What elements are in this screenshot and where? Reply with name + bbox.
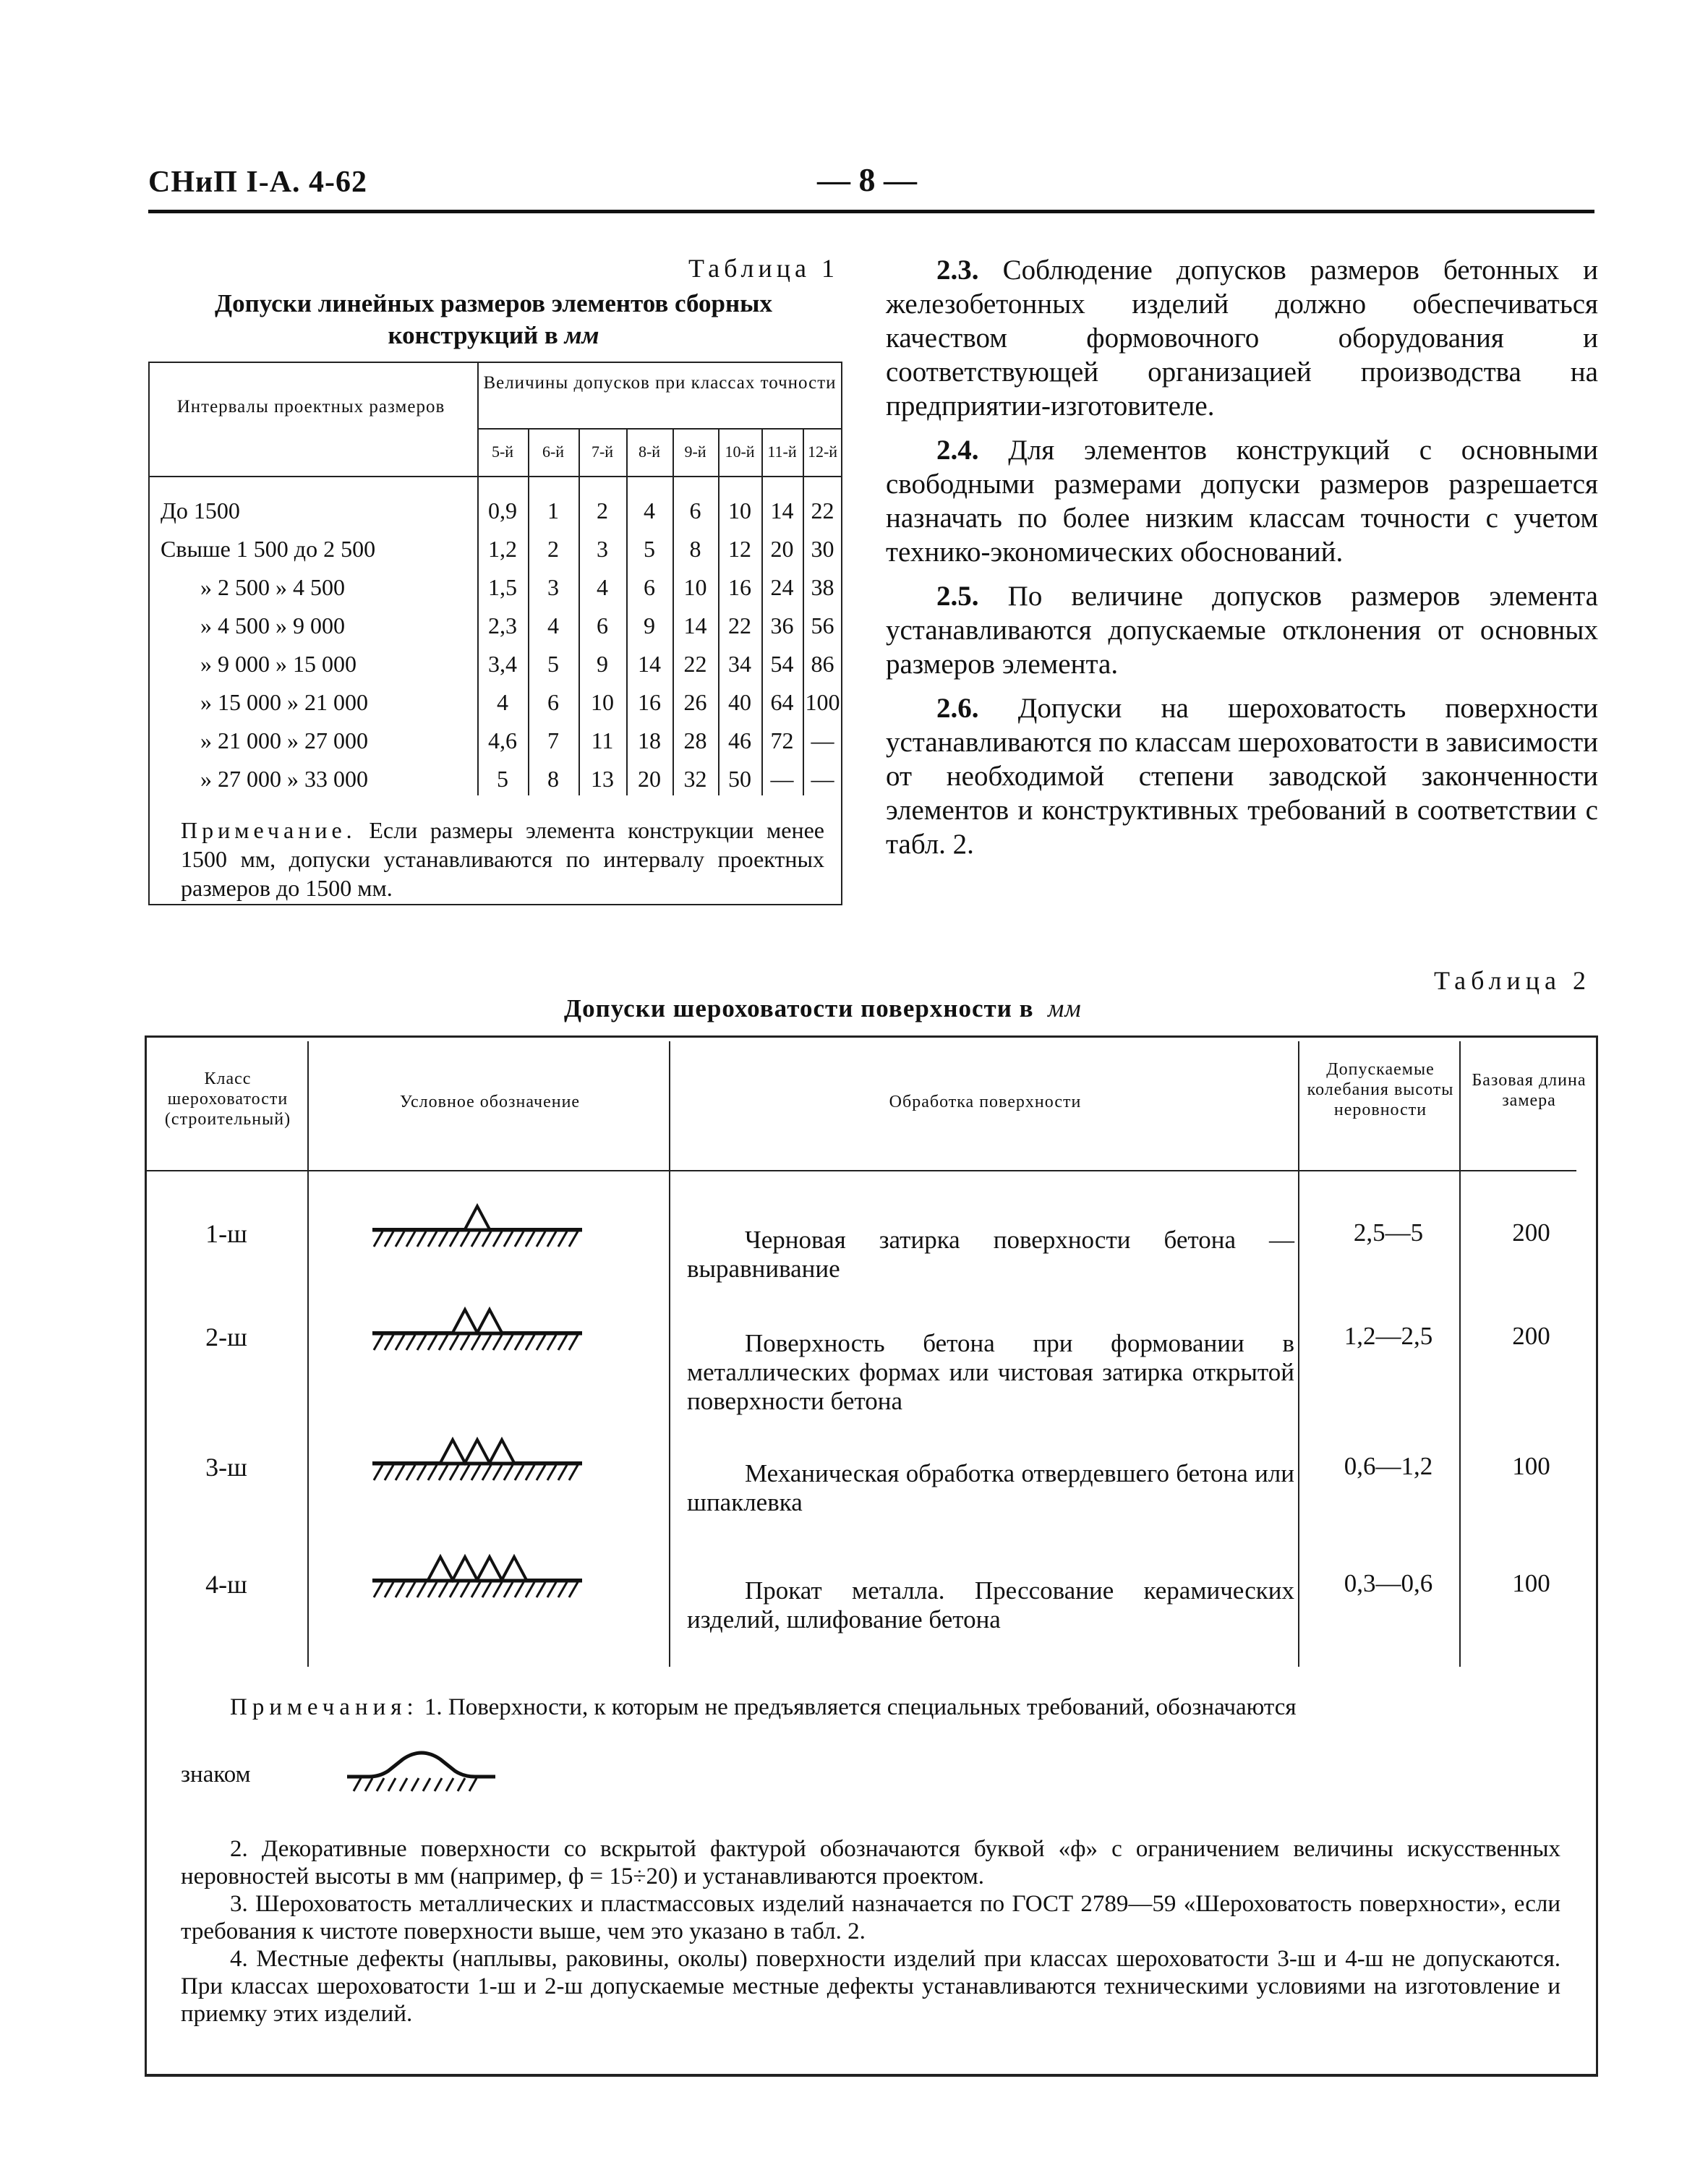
roughness-hatch: [374, 1465, 383, 1480]
table1-class-header: 7-й: [591, 443, 614, 461]
table1-cell: 54: [770, 651, 794, 677]
table2-class-cell: 4-ш: [205, 1570, 247, 1599]
table1-cell: 6: [689, 497, 701, 524]
table1-cell: 1: [547, 497, 559, 524]
roughness-hatch: [406, 1335, 415, 1350]
roughness-hatch: [374, 1335, 383, 1350]
roughness-hatch: [493, 1465, 502, 1480]
table1-cell: —: [770, 766, 794, 792]
roughness-hatch: [406, 1582, 415, 1597]
roughness-hatch: [569, 1465, 578, 1480]
table1-row-label: » 9 000 » 15 000: [200, 651, 356, 677]
table1-cell: 16: [728, 574, 751, 600]
table1-cell: 4: [597, 574, 608, 600]
roughness-hatch: [385, 1465, 393, 1480]
table1-row-label: » 21 000 » 27 000: [200, 727, 368, 753]
rough-surface-symbol-icon: [343, 1739, 499, 1797]
table1-row-label: » 4 500 » 9 000: [200, 612, 345, 639]
table1-cell: 72: [770, 727, 794, 753]
table2-head-symbol: Условное обозначение: [399, 1093, 581, 1111]
table2-vline-3: [1298, 1041, 1299, 1667]
table2-head-processing: Обработка поверхности: [889, 1093, 1082, 1111]
table1-cell: 100: [805, 689, 840, 715]
table2-class-cell: 3-ш: [205, 1453, 247, 1482]
table1-cell: 1,5: [488, 574, 517, 600]
table2-range-cell: 0,6—1,2: [1344, 1452, 1433, 1480]
table1-cell: 7: [547, 727, 559, 753]
roughness-hatch: [547, 1335, 556, 1350]
table1-cell: 16: [638, 689, 661, 715]
table1-cell: 32: [683, 766, 707, 792]
table1-cell: 26: [683, 689, 707, 715]
clause-2-5: [886, 579, 1598, 681]
roughness-hatch: [558, 1231, 567, 1247]
table1-cell: 8: [689, 536, 701, 562]
clause-2-6: [886, 691, 1598, 861]
roughness-hatch: [461, 1582, 469, 1597]
table2-caption-unit: мм: [1048, 994, 1082, 1022]
table2-bottom-rule: [145, 2074, 1598, 2077]
table1-cell: 14: [638, 651, 661, 677]
table1-cell: 40: [728, 689, 751, 715]
table1-cell: 12: [728, 536, 751, 562]
roughness-hatch: [406, 1231, 415, 1247]
roughness-hatch: [471, 1582, 480, 1597]
table1-cell: 10: [591, 689, 614, 715]
roughness-hatch: [461, 1335, 469, 1350]
table1-caption-unit: мм: [564, 321, 599, 349]
clause-number: 2.5.: [936, 581, 979, 612]
table2-head-base: Базовая длина замера: [1472, 1071, 1587, 1110]
table1-cell: 2: [547, 536, 559, 562]
roughness-profile: [372, 1440, 582, 1463]
table2-processing-cell: Поверхность бетона при формовании в металлических формах или чистовая затирка открытой поверхности бетона: [687, 1329, 1294, 1415]
roughness-hatch: [569, 1335, 578, 1350]
table2-right-rule: [1596, 1035, 1598, 2075]
roughness-hatch: [526, 1231, 534, 1247]
table1-cell: 10: [728, 497, 751, 524]
table1-cell: 6: [597, 612, 608, 639]
table1-cell: 6: [644, 574, 655, 600]
roughness-hatch: [471, 1465, 480, 1480]
roughness-hatch: [493, 1231, 502, 1247]
table2-base-cell: 200: [1512, 1218, 1550, 1247]
roughness-hatch: [526, 1582, 534, 1597]
table2-base-cell: 100: [1512, 1569, 1550, 1597]
table1-class-header: 10-й: [725, 443, 755, 461]
roughness-hatch: [537, 1582, 545, 1597]
table1-cell: 9: [644, 612, 655, 639]
table1-cell: 2,3: [488, 612, 517, 639]
table1-class-header: 9-й: [684, 443, 706, 461]
table1-cell: 8: [547, 766, 559, 792]
roughness-hatch: [406, 1465, 415, 1480]
clause-2-3: [886, 253, 1598, 423]
roughness-hatch: [558, 1335, 567, 1350]
table1-cell: 9: [597, 651, 608, 677]
table2-base-cell: 100: [1512, 1452, 1550, 1480]
table2-caption-text: Допуски шероховатости поверхности в: [564, 994, 1034, 1022]
table2-head-class: Класс шероховатости (строительный): [164, 1069, 291, 1129]
clause-number: 2.4.: [936, 435, 979, 466]
table1-cell: 5: [497, 766, 508, 792]
table1-row-label: » 15 000 » 21 000: [200, 689, 368, 715]
table1-cell: —: [811, 727, 834, 753]
roughness-hatch: [515, 1231, 524, 1247]
roughness-hatch: [504, 1335, 513, 1350]
roughness-hatch: [482, 1231, 491, 1247]
table1-head-intervals: Интервалы проектных размеров: [176, 397, 445, 417]
table2-note1-sign-label: знаком: [181, 1761, 251, 1788]
table1-cell: 34: [728, 651, 751, 677]
table2-head-rule: [145, 1170, 1576, 1171]
roughness-hatch: [547, 1231, 556, 1247]
roughness-hatch: [558, 1465, 567, 1480]
table1-row-label: » 27 000 » 33 000: [200, 766, 368, 792]
roughness-hatch: [374, 1231, 383, 1247]
table1-note-prefix: Примечание.: [181, 817, 356, 843]
roughness-hatch: [482, 1465, 491, 1480]
table2-vline-1: [307, 1041, 309, 1667]
roughness-hatch: [526, 1465, 534, 1480]
clause-text: Соблюдение допусков размеров бетонных и железобетонных изделий должно обеспечиваться качеством формовочного оборудования и соответствующей организацией производства на предприятии-изготовителе.: [886, 255, 1599, 422]
roughness-hatch: [428, 1335, 437, 1350]
roughness-hatch: [439, 1231, 448, 1247]
table1-cell: 5: [644, 536, 655, 562]
roughness-hatch: [439, 1582, 448, 1597]
table1-cell: 4: [547, 612, 559, 639]
clause-text: Допуски на шероховатость поверхности устанавливаются по классам шероховатости в зависимости от необходимой степени заводской законченности элементов и конструктивных требований в соответствии с табл. 2.: [886, 693, 1598, 860]
table1-cell: 24: [770, 574, 794, 600]
roughness-hatch: [417, 1582, 426, 1597]
table2-head-range: Допускаемые колебания высоты неровности: [1307, 1060, 1454, 1119]
roughness-hatch: [515, 1335, 524, 1350]
table2-processing-cell: Прокат металла. Прессование керамических изделий, шлифование бетона: [687, 1576, 1294, 1634]
roughness-hatch: [547, 1465, 556, 1480]
table1-cell: 50: [728, 766, 751, 792]
roughness-hatch: [471, 1231, 480, 1247]
table2-range-cell: 0,3—0,6: [1344, 1569, 1433, 1597]
table1-cell: 0,9: [488, 497, 517, 524]
roughness-hatch: [417, 1335, 426, 1350]
table2-range-cell: 1,2—2,5: [1344, 1322, 1433, 1350]
table1-cell: 2: [597, 497, 608, 524]
table1-cell: 14: [770, 497, 794, 524]
table1-caption: [148, 288, 839, 351]
roughness-symbol-icon: [365, 1289, 589, 1362]
table1-note-text: Если размеры элемента конструкции менее 1500 мм, допуски устанавливаются по интервалу проектных размеров до 1500 мм.: [181, 817, 825, 901]
roughness-hatch: [385, 1582, 393, 1597]
roughness-hatch: [515, 1582, 524, 1597]
roughness-hatch: [537, 1231, 545, 1247]
table1-hline-head: [148, 476, 841, 477]
table2-class-cell: 1-ш: [205, 1219, 247, 1248]
table2-base-cell: 200: [1512, 1322, 1550, 1350]
roughness-hatch: [461, 1231, 469, 1247]
table1-cell: —: [811, 766, 834, 792]
table1-cell: 46: [728, 727, 751, 753]
table2-note1: [230, 1694, 1589, 1721]
header-rule: [148, 210, 1594, 213]
roughness-symbol-icon: [365, 1537, 589, 1609]
roughness-hatch: [439, 1465, 448, 1480]
table1-caption-line1: Допуски линейных размеров элементов сборных: [214, 289, 773, 317]
table2-notes-prefix: Примечания:: [230, 1694, 419, 1720]
table2-class-cell: 2-ш: [205, 1323, 247, 1351]
table1-cell: 20: [770, 536, 794, 562]
table1-cell: 30: [811, 536, 834, 562]
roughness-hatch: [428, 1231, 437, 1247]
roughness-hatch: [450, 1231, 458, 1247]
roughness-hatch: [504, 1582, 513, 1597]
roughness-profile: [372, 1206, 582, 1229]
document-code: СНиП I-А. 4-62: [148, 166, 368, 199]
roughness-hatch: [396, 1231, 404, 1247]
clause-number: 2.6.: [936, 693, 979, 724]
roughness-profile: [372, 1310, 582, 1333]
table1-hline-classes: [477, 428, 841, 430]
table2-range-cell: 2,5—5: [1353, 1218, 1424, 1247]
roughness-symbol-icon: [365, 1419, 589, 1492]
table1-cell: 3: [597, 536, 608, 562]
roughness-hatch: [417, 1465, 426, 1480]
table2-note1-text: 1. Поверхности, к которым не предъявляется специальных требований, обозначаются: [424, 1694, 1297, 1720]
table2-vline-2: [669, 1041, 670, 1667]
table1-cell: 10: [683, 574, 707, 600]
table1-cell: 13: [591, 766, 614, 792]
roughness-hatch: [526, 1335, 534, 1350]
roughness-hatch: [493, 1582, 502, 1597]
roughness-hatch: [450, 1465, 458, 1480]
table1-head-values: Величины допусков при классах точности: [483, 373, 837, 393]
table1-row-label: До 1500: [161, 497, 240, 524]
page-number: — 8 —: [817, 161, 917, 198]
table2-caption: [564, 994, 1082, 1023]
roughness-profile: [372, 1557, 582, 1580]
table1-cell: 4: [644, 497, 655, 524]
table2-note2: 2. Декоративные поверхности со вскрытой фактурой обозначаются буквой «ф» с ограничением величины искусственных неровностей высоты в мм (например, ф = 15÷20) и устанавливаются проектом.: [181, 1836, 1560, 1889]
roughness-hatch: [504, 1465, 513, 1480]
roughness-hatch: [569, 1582, 578, 1597]
roughness-hatch: [374, 1582, 383, 1597]
table1-cell: 14: [683, 612, 707, 639]
table1-cell: 22: [683, 651, 707, 677]
table1-cell: 18: [638, 727, 661, 753]
table1-caption-line2: [148, 320, 839, 351]
clauses-column: [886, 253, 1598, 871]
table1-cell: 64: [770, 689, 794, 715]
roughness-hatch: [537, 1335, 545, 1350]
table1-cell: 3,4: [488, 651, 517, 677]
roughness-hatch: [471, 1335, 480, 1350]
roughness-hatch: [396, 1335, 404, 1350]
roughness-hatch: [428, 1582, 437, 1597]
roughness-hatch: [504, 1231, 513, 1247]
table1-cell: 3: [547, 574, 559, 600]
table1-class-header: 12-й: [807, 443, 838, 461]
table2-left-rule: [145, 1035, 147, 2075]
table2-processing-cell: Механическая обработка отвердевшего бетона или шпаклевка: [687, 1459, 1294, 1516]
table1-row-label: » 2 500 » 4 500: [200, 574, 345, 600]
table1-cell: 56: [811, 612, 834, 639]
table2-note4: 4. Местные дефекты (наплывы, раковины, околы) поверхности изделий при классах шероховатости 3-ш и 4-ш не допускаются. При классах шероховатости 1-ш и 2-ш допускаемые местные дефекты устанавливаются техническими условиями на изготовление и приемку этих изделий.: [181, 1946, 1560, 2027]
roughness-hatch: [385, 1231, 393, 1247]
table2-label: Таблица 2: [1434, 966, 1591, 995]
roughness-hatch: [450, 1335, 458, 1350]
table1-caption-line2-text: конструкций в: [388, 321, 558, 349]
table1-row-label: Свыше 1 500 до 2 500: [161, 536, 376, 562]
table1-cell: 38: [811, 574, 834, 600]
roughness-hatch: [417, 1231, 426, 1247]
roughness-hatch: [493, 1335, 502, 1350]
table1-cell: 22: [728, 612, 751, 639]
table1-class-header: 8-й: [638, 443, 661, 461]
roughness-hatch: [537, 1465, 545, 1480]
roughness-hatch: [396, 1582, 404, 1597]
roughness-hatch: [515, 1465, 524, 1480]
table2-note3: 3. Шероховатость металлических и пластмассовых изделий назначается по ГОСТ 2789—59 «Шероховатость поверхности», если требования к чистоте поверхности выше, чем это указано в табл. 2.: [181, 1891, 1560, 1944]
roughness-symbol-icon: [365, 1186, 589, 1258]
roughness-hatch: [450, 1582, 458, 1597]
table1-class-header: 11-й: [767, 443, 797, 461]
roughness-hatch: [428, 1465, 437, 1480]
table1-cell: 11: [591, 727, 614, 753]
table1-cell: 5: [547, 651, 559, 677]
table1-cell: 4: [497, 689, 508, 715]
roughness-hatch: [482, 1335, 491, 1350]
table1-cell: 36: [770, 612, 794, 639]
clause-number: 2.3.: [936, 255, 979, 286]
table1-cell: 20: [638, 766, 661, 792]
roughness-hatch: [461, 1465, 469, 1480]
table2-processing-cell: Черновая затирка поверхности бетона — выравнивание: [687, 1226, 1294, 1283]
clause-text: По величине допусков размеров элемента устанавливаются допускаемые отклонения от основных размеров элемента.: [886, 581, 1598, 680]
table1-cell: 22: [811, 497, 834, 524]
table1-class-header: 5-й: [491, 443, 514, 461]
clause-text: Для элементов конструкций с основными свободными размерами допуски размеров разрешается назначать по более низким классам точности с учетом технико-экономических обоснований.: [886, 435, 1598, 568]
table1-note: [181, 816, 824, 902]
roughness-hatch: [396, 1465, 404, 1480]
table1-label: Таблица 1: [688, 254, 839, 283]
table1-class-header: 6-й: [542, 443, 565, 461]
roughness-hatch: [439, 1335, 448, 1350]
table1-cell: 1,2: [488, 536, 517, 562]
roughness-hatch: [547, 1582, 556, 1597]
roughness-hatch: [558, 1582, 567, 1597]
table1-cell: 28: [683, 727, 707, 753]
roughness-hatch: [569, 1231, 578, 1247]
clause-2-4: [886, 433, 1598, 569]
table1-cell: 86: [811, 651, 834, 677]
table1-cell: 4,6: [488, 727, 517, 753]
table1-cell: 6: [547, 689, 559, 715]
table2-top-rule: [145, 1035, 1598, 1038]
roughness-hatch: [482, 1582, 491, 1597]
roughness-hatch: [385, 1335, 393, 1350]
